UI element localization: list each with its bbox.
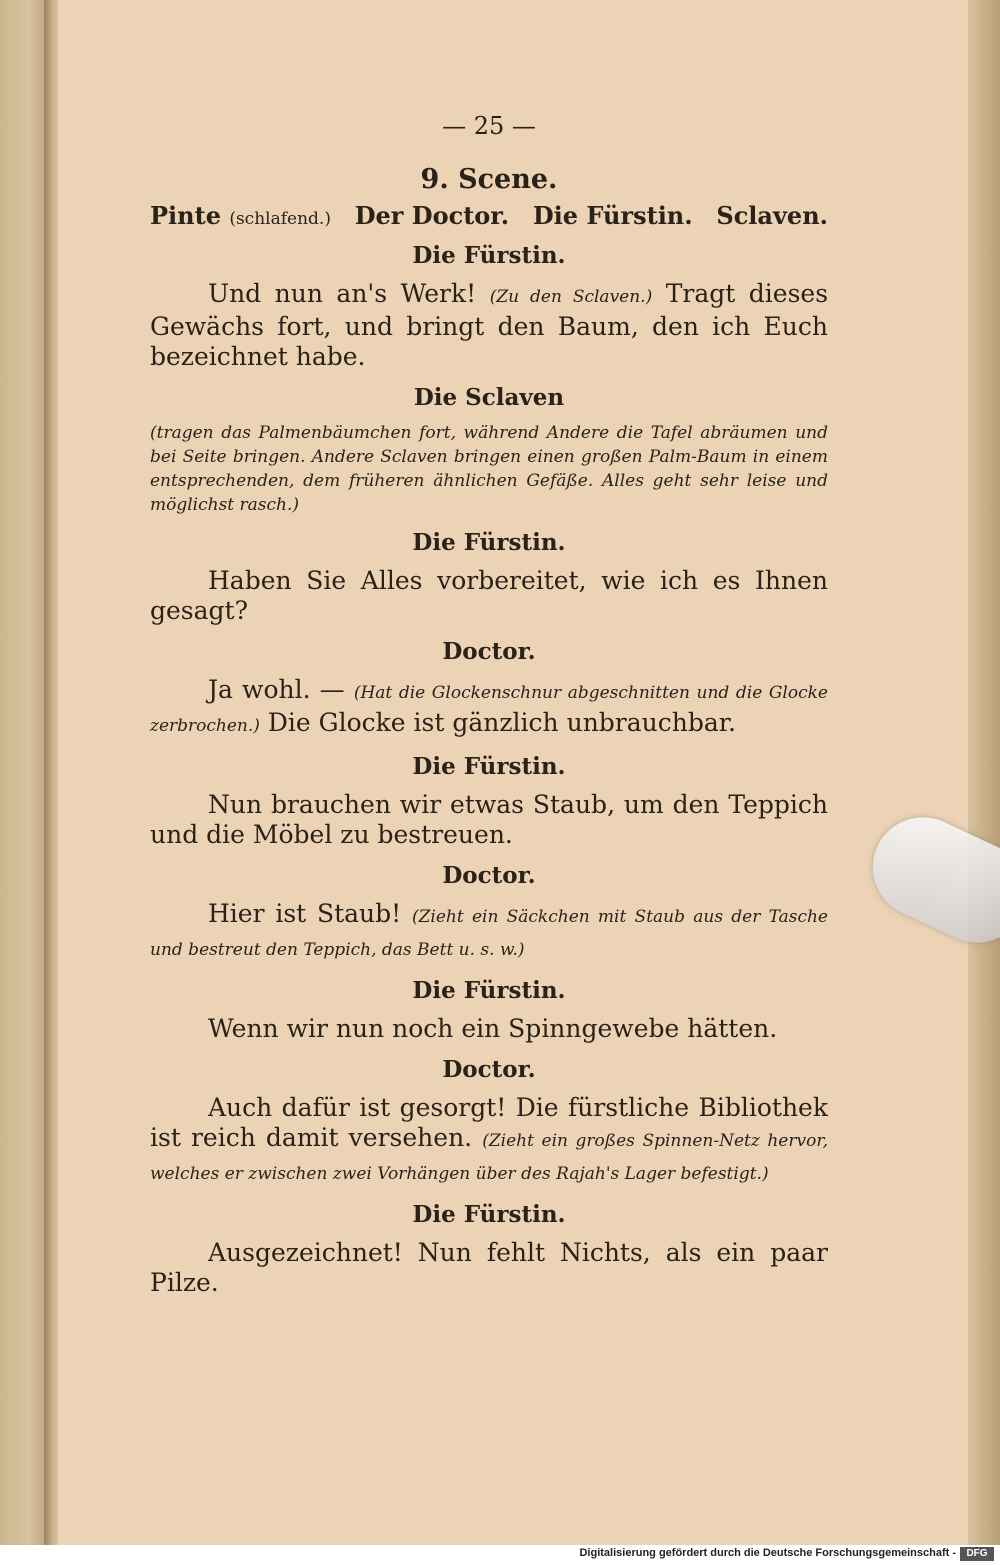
dialogue-block [150,753,828,850]
scene-title: 9. Scene. [420,164,558,195]
page-content [150,112,828,1298]
page-edge-right [968,0,1000,1545]
speech-text: Ja wohl. — (Hat die Glockenschnur abgeschnitten und die Glocke zerbrochen.) Die Glocke ist gänzlich unbrauchbar. [150,675,828,737]
cast-pinte: Pinte (schlafend.) [150,201,331,230]
cast-list [150,201,828,230]
speaker-name: Die Sclaven [413,384,565,411]
speaker-name: Doctor. [442,862,536,889]
cast-sclaven: Sclaven. [716,201,828,230]
stage-direction: (tragen das Palmenbäumchen fort, während Andere die Tafel abräumen und bei Seite bringen. Andere Sclaven bringen einen großen Palm-Baum in einem entsprechenden, dem früheren ähnlichen Gefäße. Alles geht sehr leise und möglichst rasch.) [150,423,828,515]
dialogue-block [150,1201,828,1298]
footer-credit: Digitalisierung gefördert durch die Deutsche Forschungsgemeinschaft - [579,1547,956,1559]
speech-text: Wenn wir nun noch ein Spinngewebe hätten. [208,1014,778,1043]
speech-text: Und nun an's Werk! (Zu den Sclaven.) Tragt dieses Gewächs fort, und bringt den Baum, den ich Euch bezeichnet habe. [150,279,829,371]
speech-text: Nun brauchen wir etwas Staub, um den Teppich und die Möbel zu bestreuen. [150,790,828,849]
stage-direction: (Zu den Sclaven.) [489,287,653,307]
dialogue-block [150,638,828,741]
speech-text: Haben Sie Alles vorbereitet, wie ich es Ihnen gesagt? [150,566,828,625]
dialogue-block [150,242,828,372]
dialogue-block [150,862,828,965]
page-number: — 25 — [442,112,536,140]
dfg-logo-icon: DFG [960,1547,994,1561]
speaker-name: Die Fürstin. [412,529,566,556]
speech-text: Ausgezeichnet! Nun fehlt Nichts, als ein paar Pilze. [150,1238,828,1297]
dialogue-block [150,1056,828,1189]
speaker-name: Die Fürstin. [412,1201,566,1228]
book-spine [44,0,58,1545]
stage-direction: (Zieht ein Säckchen mit Staub aus der Tasche und bestreut den Teppich, das Bett u. s. w.) [150,907,828,960]
stage-direction: (Zieht ein großes Spinnen-Netz hervor, welches er zwischen zwei Vorhängen über des Rajah's Lager befestigt.) [150,1131,828,1184]
dialogue-block [150,529,828,626]
speaker-name: Die Fürstin. [412,977,566,1004]
cast-pinte-direction: (schlafend.) [229,209,331,229]
speaker-name: Die Fürstin. [412,753,566,780]
cast-fuerstin: Die Fürstin. [532,201,693,230]
dialogue-block [150,384,828,517]
speaker-name: Doctor. [442,638,536,665]
dialogue-block [150,977,828,1044]
speech-text: Auch dafür ist gesorgt! Die fürstliche Bibliothek ist reich damit versehen. (Zieht ein großes Spinnen-Netz hervor, welches er zwischen zwei Vorhängen über des Rajah's Lager befestigt.) [150,1093,828,1184]
cast-doctor: Der Doctor. [354,201,510,230]
stage-direction: (Hat die Glockenschnur abgeschnitten und die Glocke zerbrochen.) [150,683,828,736]
speaker-name: Die Fürstin. [412,242,566,269]
speech-text: Hier ist Staub! (Zieht ein Säckchen mit Staub aus der Tasche und bestreut den Teppich, das Bett u. s. w.) [150,899,828,960]
speaker-name: Doctor. [442,1056,536,1083]
